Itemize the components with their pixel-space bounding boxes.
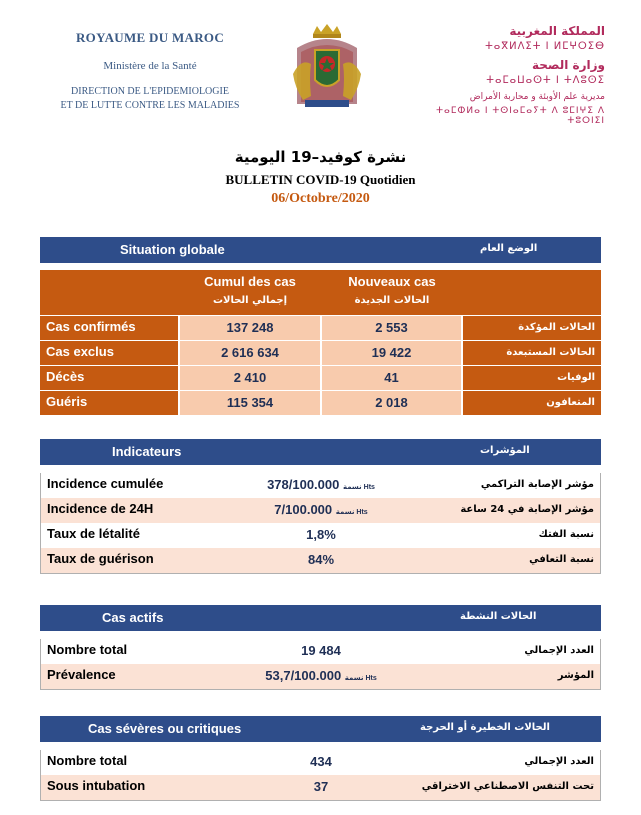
list-item bbox=[41, 548, 600, 573]
indicators-band bbox=[40, 439, 601, 465]
row-new: 41 bbox=[322, 366, 461, 390]
col-cumul-ar: إجمالي الحالات bbox=[212, 295, 288, 306]
active-list bbox=[40, 639, 601, 690]
situation-table-header bbox=[40, 270, 601, 315]
indicator-unit: نسمة Hts bbox=[342, 484, 375, 491]
row-label-fr: Décès bbox=[40, 366, 178, 390]
indicators-title-ar: المؤشرات bbox=[480, 445, 530, 456]
bulletin-title bbox=[0, 148, 641, 207]
indicators-title-fr: Indicateurs bbox=[112, 444, 182, 459]
indicator-label-ar: نسبة الفتك bbox=[538, 529, 594, 540]
col-new-ar: الحالات الجديدة bbox=[354, 295, 430, 306]
severe-label-ar: تحت التنفس الاصطناعي الاختراقي bbox=[421, 781, 594, 792]
indicators-section bbox=[40, 439, 601, 574]
indicator-label-fr: Taux de guérison bbox=[47, 551, 154, 566]
row-cumul: 115 354 bbox=[180, 391, 320, 415]
header-arabic bbox=[405, 24, 605, 126]
active-label-ar: المؤشر bbox=[557, 670, 594, 681]
indicator-value bbox=[221, 477, 421, 492]
indicator-value: 84% bbox=[307, 552, 335, 567]
table-row bbox=[40, 390, 601, 415]
severe-value: 434 bbox=[310, 754, 332, 769]
col-cumul-fr: Cumul des cas bbox=[204, 274, 296, 289]
active-label-fr: Prévalence bbox=[47, 667, 116, 682]
col-cumul bbox=[180, 274, 320, 306]
table-row bbox=[40, 365, 601, 390]
coat-of-arms-icon bbox=[287, 24, 367, 110]
col-new-fr: Nouveaux cas bbox=[348, 274, 436, 289]
row-label-ar: الحالات المؤكدة bbox=[463, 316, 601, 340]
title-french: BULLETIN COVID-19 Quotidien bbox=[225, 172, 416, 187]
list-item bbox=[41, 498, 600, 523]
situation-title-fr: Situation globale bbox=[120, 242, 225, 257]
table-row bbox=[40, 340, 601, 365]
list-item bbox=[41, 664, 600, 689]
severe-title-fr: Cas sévères ou critiques bbox=[88, 721, 242, 736]
severe-list bbox=[40, 750, 601, 801]
indicator-unit: نسمة Hts bbox=[335, 509, 368, 516]
row-label-fr: Guéris bbox=[40, 391, 178, 415]
indicator-label-ar: نسبة التعافي bbox=[529, 554, 594, 565]
list-item bbox=[41, 523, 600, 548]
active-label-fr: Nombre total bbox=[47, 642, 128, 657]
kingdom-fr: ROYAUME DU MAROC bbox=[75, 30, 225, 45]
kingdom-tz: ⵜⴰⴳⵍⴷⵉⵜ ⵏ ⵍⵎⵖⵔⵉⴱ bbox=[485, 41, 605, 52]
bulletin-date: 06/Octobre/2020 bbox=[271, 191, 370, 206]
active-title-fr: Cas actifs bbox=[102, 610, 164, 625]
row-new: 2 553 bbox=[322, 316, 461, 340]
indicator-value-number: 7/100.000 bbox=[274, 502, 333, 517]
severe-label-fr: Sous intubation bbox=[47, 778, 146, 793]
list-item bbox=[41, 775, 600, 800]
row-cumul: 2 410 bbox=[180, 366, 320, 390]
severe-label-fr: Nombre total bbox=[47, 753, 128, 768]
header-french bbox=[40, 30, 260, 113]
situation-band bbox=[40, 237, 601, 263]
indicator-label-fr: Incidence cumulée bbox=[47, 476, 164, 491]
severe-section bbox=[40, 716, 601, 801]
indicator-value-number: 378/100.000 bbox=[267, 477, 340, 492]
direction-fr-line1: DIRECTION DE L'EPIDEMIOLOGIE bbox=[71, 86, 229, 97]
ministry-tz: ⵜⴰⵎⴰⵡⴰⵙⵜ ⵏ ⵜⴷⵓⵙⵉ bbox=[486, 75, 605, 86]
row-label-fr: Cas confirmés bbox=[40, 316, 178, 340]
kingdom-ar: المملكة المغربية bbox=[509, 24, 605, 38]
active-value bbox=[221, 668, 421, 683]
col-new bbox=[322, 274, 462, 306]
active-unit: نسمة Hts bbox=[344, 675, 377, 682]
row-new: 2 018 bbox=[322, 391, 461, 415]
indicator-label-ar: مؤشر الإصابة التراكمي bbox=[480, 479, 594, 490]
row-cumul: 137 248 bbox=[180, 316, 320, 340]
row-label-ar: الحالات المستبعدة bbox=[463, 341, 601, 365]
indicators-list bbox=[40, 473, 601, 574]
list-item bbox=[41, 473, 600, 498]
row-label-fr: Cas exclus bbox=[40, 341, 178, 365]
active-label-ar: العدد الإجمالي bbox=[524, 645, 594, 656]
direction-ar: مديرية علم الأوبئة و محاربة الأمراض bbox=[469, 92, 605, 102]
severe-label-ar: العدد الإجمالي bbox=[524, 756, 594, 767]
indicator-label-fr: Taux de létalité bbox=[47, 526, 140, 541]
severe-title-ar: الحالات الخطيرة أو الحرجة bbox=[420, 722, 550, 733]
indicator-value bbox=[221, 502, 421, 517]
row-cumul: 2 616 634 bbox=[180, 341, 320, 365]
indicator-label-ar: مؤشر الإصابة في 24 ساعة bbox=[460, 504, 594, 515]
title-arabic: نشرة كوفيد–19 اليومية bbox=[234, 148, 407, 166]
indicator-value: 1,8% bbox=[306, 527, 336, 542]
active-title-ar: الحالات النشطة bbox=[460, 611, 537, 622]
row-label-ar: الوفيات bbox=[463, 366, 601, 390]
situation-title-ar: الوضع العام bbox=[480, 243, 538, 254]
situation-section bbox=[40, 237, 601, 263]
situation-table bbox=[40, 270, 601, 414]
row-label-ar: المتعافون bbox=[463, 391, 601, 415]
list-item bbox=[41, 639, 600, 664]
active-section bbox=[40, 605, 601, 690]
list-item bbox=[41, 750, 600, 775]
row-new: 19 422 bbox=[322, 341, 461, 365]
active-value-number: 53,7/100.000 bbox=[265, 668, 342, 683]
ministry-fr: Ministère de la Santé bbox=[103, 60, 197, 72]
direction-tz: ⵜⴰⵎⵀⵍⴰ ⵏ ⵜⵙⵏⴰⵎⴰⵢⵜ ⴷ ⵓⵎⵏⵖⵉ ⴷ ⵜⵓⵔⵏⵉⵏ bbox=[436, 106, 605, 126]
direction-fr-line2: ET DE LUTTE CONTRE LES MALADIES bbox=[60, 100, 240, 111]
table-row bbox=[40, 315, 601, 340]
active-band bbox=[40, 605, 601, 631]
ministry-ar: وزارة الصحة bbox=[531, 58, 605, 72]
severe-value: 37 bbox=[313, 779, 329, 794]
indicator-label-fr: Incidence de 24H bbox=[47, 501, 154, 516]
severe-band bbox=[40, 716, 601, 742]
active-value: 19 484 bbox=[301, 643, 341, 658]
